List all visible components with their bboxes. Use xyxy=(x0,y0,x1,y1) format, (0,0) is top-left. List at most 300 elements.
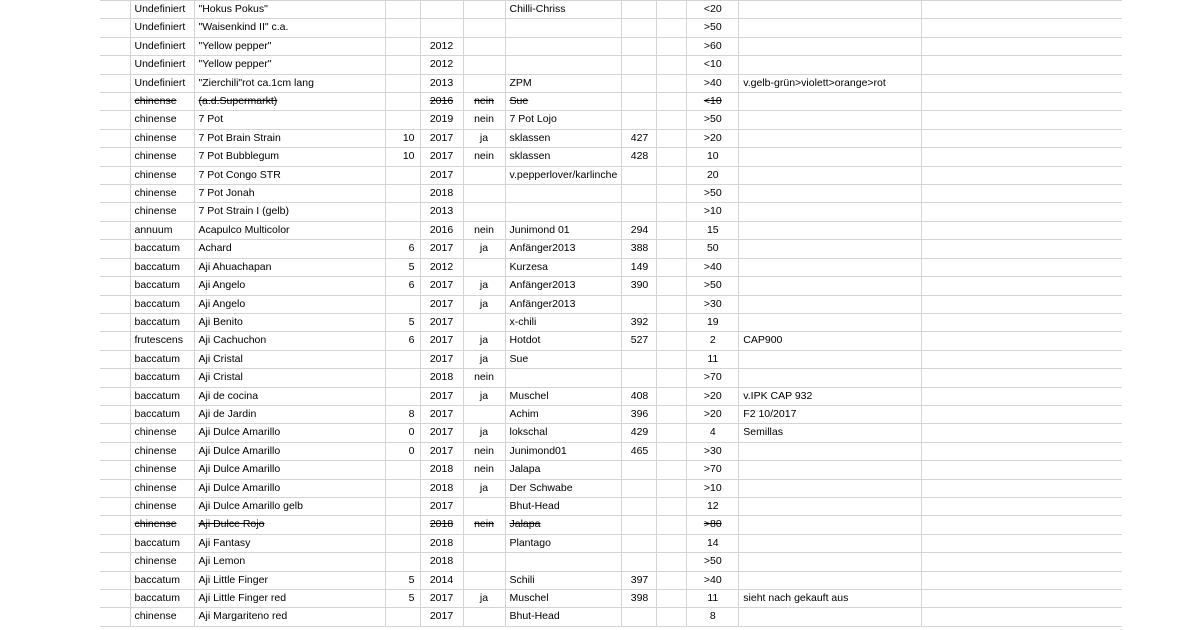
cell-number[interactable]: 465 xyxy=(622,442,657,460)
cell-height[interactable]: <10 xyxy=(687,93,739,111)
cell-year[interactable]: 2017 xyxy=(420,313,463,331)
cell-species[interactable]: Undefiniert xyxy=(130,74,194,92)
cell-name[interactable]: 7 Pot Strain I (gelb) xyxy=(194,203,385,221)
cell-count[interactable]: 5 xyxy=(385,590,420,608)
cell-note[interactable] xyxy=(739,129,922,147)
cell-source[interactable]: Bhut-Head xyxy=(505,608,622,626)
cell-source[interactable]: Anfänger2013 xyxy=(505,295,622,313)
cell-source[interactable]: Plantago xyxy=(505,534,622,552)
cell-name[interactable]: Aji Lemon xyxy=(194,553,385,571)
cell-note[interactable] xyxy=(739,497,922,515)
cell-empty[interactable] xyxy=(657,516,687,534)
cell-note[interactable]: sieht nach gekauft aus xyxy=(739,590,922,608)
cell-note[interactable] xyxy=(739,93,922,111)
cell-note[interactable] xyxy=(739,166,922,184)
cell-year[interactable]: 2017 xyxy=(420,332,463,350)
cell-species[interactable]: chinense xyxy=(130,553,194,571)
cell-note[interactable] xyxy=(739,111,922,129)
cell-height[interactable]: 4 xyxy=(687,424,739,442)
cell-germinated[interactable]: ja xyxy=(463,295,505,313)
cell-source[interactable]: Achim xyxy=(505,405,622,423)
cell-note[interactable] xyxy=(739,37,922,55)
cell-species[interactable]: chinense xyxy=(130,442,194,460)
cell-name[interactable]: 7 Pot Brain Strain xyxy=(194,129,385,147)
cell-height[interactable]: >40 xyxy=(687,571,739,589)
cell-count[interactable] xyxy=(385,56,420,74)
cell-height[interactable]: >60 xyxy=(687,37,739,55)
cell-gutter[interactable] xyxy=(100,148,130,166)
cell-source[interactable]: Jalapa xyxy=(505,516,622,534)
cell-name[interactable]: Aji Fantasy xyxy=(194,534,385,552)
cell-source[interactable]: Der Schwabe xyxy=(505,479,622,497)
cell-gutter[interactable] xyxy=(100,497,130,515)
cell-gutter[interactable] xyxy=(100,129,130,147)
cell-species[interactable]: baccatum xyxy=(130,369,194,387)
cell-year[interactable]: 2017 xyxy=(420,405,463,423)
cell-source[interactable]: Muschel xyxy=(505,590,622,608)
cell-empty[interactable] xyxy=(922,277,1122,295)
cell-gutter[interactable] xyxy=(100,442,130,460)
cell-year[interactable]: 2018 xyxy=(420,185,463,203)
cell-species[interactable]: chinense xyxy=(130,497,194,515)
cell-year[interactable]: 2012 xyxy=(420,37,463,55)
cell-number[interactable] xyxy=(622,203,657,221)
cell-source[interactable]: Junimond 01 xyxy=(505,221,622,239)
cell-empty[interactable] xyxy=(922,185,1122,203)
cell-species[interactable]: baccatum xyxy=(130,295,194,313)
cell-height[interactable]: >40 xyxy=(687,74,739,92)
cell-source[interactable]: Anfänger2013 xyxy=(505,240,622,258)
cell-gutter[interactable] xyxy=(100,553,130,571)
cell-year[interactable]: 2017 xyxy=(420,148,463,166)
cell-germinated[interactable]: ja xyxy=(463,350,505,368)
cell-name[interactable]: Acapulco Multicolor xyxy=(194,221,385,239)
cell-number[interactable]: 397 xyxy=(622,571,657,589)
cell-germinated[interactable]: ja xyxy=(463,240,505,258)
cell-species[interactable]: baccatum xyxy=(130,258,194,276)
cell-gutter[interactable] xyxy=(100,479,130,497)
cell-count[interactable] xyxy=(385,608,420,626)
cell-note[interactable] xyxy=(739,479,922,497)
cell-source[interactable] xyxy=(505,37,622,55)
cell-gutter[interactable] xyxy=(100,185,130,203)
cell-height[interactable]: >20 xyxy=(687,405,739,423)
cell-name[interactable]: "Waisenkind II" c.a. xyxy=(194,19,385,37)
cell-empty[interactable] xyxy=(922,534,1122,552)
cell-source[interactable]: lokschal xyxy=(505,424,622,442)
cell-gutter[interactable] xyxy=(100,608,130,626)
cell-germinated[interactable]: ja xyxy=(463,129,505,147)
cell-gutter[interactable] xyxy=(100,258,130,276)
cell-gutter[interactable] xyxy=(100,332,130,350)
cell-height[interactable]: >10 xyxy=(687,203,739,221)
cell-source[interactable]: Bhut-Head xyxy=(505,497,622,515)
cell-height[interactable]: 10 xyxy=(687,148,739,166)
cell-name[interactable]: Aji Angelo xyxy=(194,295,385,313)
cell-empty[interactable] xyxy=(922,111,1122,129)
cell-empty[interactable] xyxy=(922,590,1122,608)
cell-empty[interactable] xyxy=(657,166,687,184)
cell-gutter[interactable] xyxy=(100,1,130,19)
cell-species[interactable]: chinense xyxy=(130,608,194,626)
cell-year[interactable]: 2014 xyxy=(420,571,463,589)
cell-germinated[interactable] xyxy=(463,497,505,515)
cell-gutter[interactable] xyxy=(100,534,130,552)
cell-note[interactable]: v.IPK CAP 932 xyxy=(739,387,922,405)
cell-empty[interactable] xyxy=(657,277,687,295)
cell-empty[interactable] xyxy=(657,405,687,423)
cell-empty[interactable] xyxy=(657,240,687,258)
cell-source[interactable]: sklassen xyxy=(505,129,622,147)
cell-note[interactable] xyxy=(739,534,922,552)
cell-number[interactable] xyxy=(622,111,657,129)
cell-note[interactable] xyxy=(739,313,922,331)
cell-gutter[interactable] xyxy=(100,369,130,387)
cell-count[interactable] xyxy=(385,203,420,221)
cell-name[interactable]: 7 Pot xyxy=(194,111,385,129)
cell-species[interactable]: frutescens xyxy=(130,332,194,350)
cell-year[interactable]: 2017 xyxy=(420,129,463,147)
cell-empty[interactable] xyxy=(657,129,687,147)
cell-source[interactable]: Sue xyxy=(505,93,622,111)
cell-height[interactable]: 50 xyxy=(687,240,739,258)
cell-empty[interactable] xyxy=(922,166,1122,184)
cell-source[interactable] xyxy=(505,185,622,203)
cell-count[interactable]: 5 xyxy=(385,313,420,331)
cell-name[interactable]: Aji Dulce Rojo xyxy=(194,516,385,534)
cell-source[interactable]: Chilli-Chriss xyxy=(505,1,622,19)
cell-note[interactable] xyxy=(739,461,922,479)
cell-year[interactable]: 2017 xyxy=(420,590,463,608)
cell-empty[interactable] xyxy=(922,350,1122,368)
cell-count[interactable] xyxy=(385,93,420,111)
cell-year[interactable]: 2018 xyxy=(420,369,463,387)
cell-germinated[interactable] xyxy=(463,534,505,552)
cell-germinated[interactable] xyxy=(463,203,505,221)
cell-source[interactable]: sklassen xyxy=(505,148,622,166)
cell-count[interactable] xyxy=(385,19,420,37)
cell-year[interactable]: 2017 xyxy=(420,277,463,295)
cell-name[interactable]: Aji Little Finger red xyxy=(194,590,385,608)
cell-germinated[interactable] xyxy=(463,553,505,571)
cell-count[interactable] xyxy=(385,111,420,129)
cell-empty[interactable] xyxy=(657,442,687,460)
cell-count[interactable] xyxy=(385,461,420,479)
cell-name[interactable]: 7 Pot Jonah xyxy=(194,185,385,203)
cell-number[interactable]: 396 xyxy=(622,405,657,423)
cell-height[interactable]: >50 xyxy=(687,553,739,571)
cell-count[interactable]: 6 xyxy=(385,332,420,350)
cell-species[interactable]: baccatum xyxy=(130,240,194,258)
cell-note[interactable] xyxy=(739,19,922,37)
cell-height[interactable]: >50 xyxy=(687,19,739,37)
cell-empty[interactable] xyxy=(922,258,1122,276)
cell-empty[interactable] xyxy=(657,148,687,166)
cell-empty[interactable] xyxy=(922,369,1122,387)
cell-empty[interactable] xyxy=(657,203,687,221)
cell-height[interactable]: >50 xyxy=(687,185,739,203)
cell-year[interactable]: 2017 xyxy=(420,608,463,626)
cell-empty[interactable] xyxy=(922,461,1122,479)
cell-year[interactable]: 2017 xyxy=(420,240,463,258)
cell-year[interactable]: 2012 xyxy=(420,258,463,276)
cell-height[interactable]: 19 xyxy=(687,313,739,331)
cell-year[interactable]: 2019 xyxy=(420,111,463,129)
cell-species[interactable]: chinense xyxy=(130,479,194,497)
cell-note[interactable] xyxy=(739,277,922,295)
cell-height[interactable]: >70 xyxy=(687,369,739,387)
cell-empty[interactable] xyxy=(922,405,1122,423)
cell-empty[interactable] xyxy=(922,442,1122,460)
cell-number[interactable] xyxy=(622,185,657,203)
cell-germinated[interactable]: ja xyxy=(463,332,505,350)
cell-count[interactable] xyxy=(385,534,420,552)
cell-number[interactable]: 428 xyxy=(622,148,657,166)
cell-year[interactable]: 2016 xyxy=(420,221,463,239)
cell-note[interactable] xyxy=(739,442,922,460)
cell-germinated[interactable]: nein xyxy=(463,461,505,479)
cell-gutter[interactable] xyxy=(100,405,130,423)
cell-germinated[interactable]: nein xyxy=(463,111,505,129)
cell-germinated[interactable]: nein xyxy=(463,516,505,534)
cell-count[interactable] xyxy=(385,37,420,55)
cell-name[interactable]: "Yellow pepper" xyxy=(194,56,385,74)
cell-name[interactable]: Aji Cristal xyxy=(194,350,385,368)
cell-empty[interactable] xyxy=(657,608,687,626)
cell-note[interactable] xyxy=(739,608,922,626)
cell-count[interactable] xyxy=(385,1,420,19)
cell-source[interactable]: Schili xyxy=(505,571,622,589)
cell-year[interactable]: 2012 xyxy=(420,56,463,74)
cell-source[interactable] xyxy=(505,19,622,37)
cell-height[interactable]: >20 xyxy=(687,129,739,147)
cell-height[interactable]: >20 xyxy=(687,387,739,405)
cell-count[interactable] xyxy=(385,350,420,368)
cell-species[interactable]: baccatum xyxy=(130,571,194,589)
cell-empty[interactable] xyxy=(657,350,687,368)
cell-species[interactable]: baccatum xyxy=(130,277,194,295)
cell-empty[interactable] xyxy=(657,258,687,276)
cell-height[interactable]: >70 xyxy=(687,461,739,479)
cell-name[interactable]: Aji de cocina xyxy=(194,387,385,405)
cell-source[interactable]: x-chili xyxy=(505,313,622,331)
cell-note[interactable] xyxy=(739,203,922,221)
cell-gutter[interactable] xyxy=(100,240,130,258)
cell-note[interactable] xyxy=(739,56,922,74)
cell-source[interactable]: ZPM xyxy=(505,74,622,92)
cell-number[interactable] xyxy=(622,74,657,92)
cell-species[interactable]: chinense xyxy=(130,129,194,147)
cell-species[interactable]: baccatum xyxy=(130,350,194,368)
cell-empty[interactable] xyxy=(922,1,1122,19)
cell-year[interactable]: 2017 xyxy=(420,295,463,313)
cell-empty[interactable] xyxy=(922,608,1122,626)
cell-note[interactable] xyxy=(739,516,922,534)
cell-count[interactable] xyxy=(385,369,420,387)
cell-empty[interactable] xyxy=(922,203,1122,221)
cell-empty[interactable] xyxy=(657,295,687,313)
cell-height[interactable]: 11 xyxy=(687,590,739,608)
cell-height[interactable]: >40 xyxy=(687,258,739,276)
cell-year[interactable]: 2017 xyxy=(420,166,463,184)
cell-count[interactable]: 5 xyxy=(385,571,420,589)
cell-gutter[interactable] xyxy=(100,56,130,74)
cell-gutter[interactable] xyxy=(100,590,130,608)
cell-empty[interactable] xyxy=(922,516,1122,534)
cell-gutter[interactable] xyxy=(100,461,130,479)
cell-number[interactable]: 398 xyxy=(622,590,657,608)
cell-empty[interactable] xyxy=(657,424,687,442)
cell-species[interactable]: chinense xyxy=(130,93,194,111)
cell-height[interactable]: <20 xyxy=(687,1,739,19)
cell-empty[interactable] xyxy=(657,56,687,74)
cell-source[interactable] xyxy=(505,369,622,387)
cell-empty[interactable] xyxy=(657,553,687,571)
cell-number[interactable]: 294 xyxy=(622,221,657,239)
cell-note[interactable]: F2 10/2017 xyxy=(739,405,922,423)
cell-empty[interactable] xyxy=(922,553,1122,571)
cell-empty[interactable] xyxy=(657,534,687,552)
cell-note[interactable] xyxy=(739,221,922,239)
cell-count[interactable]: 10 xyxy=(385,148,420,166)
cell-number[interactable] xyxy=(622,93,657,111)
cell-germinated[interactable] xyxy=(463,185,505,203)
cell-number[interactable] xyxy=(622,461,657,479)
cell-empty[interactable] xyxy=(657,37,687,55)
cell-count[interactable]: 0 xyxy=(385,424,420,442)
cell-species[interactable]: chinense xyxy=(130,111,194,129)
cell-height[interactable]: >80 xyxy=(687,516,739,534)
cell-name[interactable]: Aji Ahuachapan xyxy=(194,258,385,276)
cell-number[interactable] xyxy=(622,553,657,571)
cell-year[interactable]: 2018 xyxy=(420,534,463,552)
cell-height[interactable]: >30 xyxy=(687,442,739,460)
cell-note[interactable] xyxy=(739,185,922,203)
cell-gutter[interactable] xyxy=(100,37,130,55)
cell-height[interactable]: >30 xyxy=(687,295,739,313)
cell-empty[interactable] xyxy=(657,313,687,331)
cell-gutter[interactable] xyxy=(100,93,130,111)
cell-count[interactable] xyxy=(385,387,420,405)
cell-gutter[interactable] xyxy=(100,350,130,368)
cell-name[interactable]: Aji Dulce Amarillo xyxy=(194,461,385,479)
cell-germinated[interactable] xyxy=(463,37,505,55)
cell-empty[interactable] xyxy=(657,111,687,129)
cell-empty[interactable] xyxy=(922,74,1122,92)
cell-empty[interactable] xyxy=(657,387,687,405)
cell-species[interactable]: chinense xyxy=(130,185,194,203)
cell-note[interactable]: CAP900 xyxy=(739,332,922,350)
cell-count[interactable] xyxy=(385,553,420,571)
cell-count[interactable]: 6 xyxy=(385,240,420,258)
cell-note[interactable] xyxy=(739,350,922,368)
cell-note[interactable] xyxy=(739,1,922,19)
cell-species[interactable]: baccatum xyxy=(130,534,194,552)
cell-count[interactable] xyxy=(385,516,420,534)
cell-number[interactable]: 388 xyxy=(622,240,657,258)
cell-empty[interactable] xyxy=(657,497,687,515)
cell-source[interactable]: 7 Pot Lojo xyxy=(505,111,622,129)
cell-name[interactable]: Aji Dulce Amarillo xyxy=(194,442,385,460)
cell-count[interactable] xyxy=(385,221,420,239)
cell-number[interactable] xyxy=(622,608,657,626)
cell-number[interactable] xyxy=(622,166,657,184)
cell-name[interactable]: Aji Cachuchon xyxy=(194,332,385,350)
cell-count[interactable] xyxy=(385,185,420,203)
cell-germinated[interactable]: nein xyxy=(463,369,505,387)
cell-height[interactable]: <10 xyxy=(687,56,739,74)
cell-name[interactable]: Aji Benito xyxy=(194,313,385,331)
cell-species[interactable]: baccatum xyxy=(130,387,194,405)
cell-number[interactable] xyxy=(622,369,657,387)
cell-number[interactable] xyxy=(622,534,657,552)
cell-species[interactable]: annuum xyxy=(130,221,194,239)
cell-germinated[interactable]: ja xyxy=(463,424,505,442)
cell-source[interactable]: v.pepperlover/karlinche xyxy=(505,166,622,184)
cell-number[interactable] xyxy=(622,1,657,19)
cell-gutter[interactable] xyxy=(100,277,130,295)
cell-source[interactable] xyxy=(505,203,622,221)
cell-empty[interactable] xyxy=(657,93,687,111)
cell-empty[interactable] xyxy=(922,313,1122,331)
cell-source[interactable]: Jalapa xyxy=(505,461,622,479)
cell-source[interactable]: Sue xyxy=(505,350,622,368)
cell-count[interactable]: 0 xyxy=(385,442,420,460)
cell-count[interactable]: 8 xyxy=(385,405,420,423)
cell-note[interactable] xyxy=(739,571,922,589)
cell-number[interactable] xyxy=(622,350,657,368)
cell-height[interactable]: 2 xyxy=(687,332,739,350)
cell-name[interactable]: Aji Cristal xyxy=(194,369,385,387)
cell-height[interactable]: >10 xyxy=(687,479,739,497)
cell-height[interactable]: >50 xyxy=(687,277,739,295)
cell-name[interactable]: 7 Pot Bubblegum xyxy=(194,148,385,166)
cell-count[interactable] xyxy=(385,166,420,184)
cell-gutter[interactable] xyxy=(100,516,130,534)
cell-gutter[interactable] xyxy=(100,571,130,589)
cell-species[interactable]: Undefiniert xyxy=(130,1,194,19)
cell-count[interactable] xyxy=(385,479,420,497)
cell-number[interactable]: 527 xyxy=(622,332,657,350)
cell-height[interactable]: 20 xyxy=(687,166,739,184)
cell-year[interactable] xyxy=(420,19,463,37)
cell-gutter[interactable] xyxy=(100,19,130,37)
cell-source[interactable]: Junimond01 xyxy=(505,442,622,460)
cell-species[interactable]: chinense xyxy=(130,203,194,221)
cell-species[interactable]: chinense xyxy=(130,166,194,184)
cell-number[interactable]: 149 xyxy=(622,258,657,276)
cell-empty[interactable] xyxy=(922,56,1122,74)
cell-empty[interactable] xyxy=(922,387,1122,405)
cell-height[interactable]: 15 xyxy=(687,221,739,239)
cell-year[interactable]: 2017 xyxy=(420,497,463,515)
cell-year[interactable]: 2017 xyxy=(420,350,463,368)
cell-source[interactable]: Muschel xyxy=(505,387,622,405)
cell-empty[interactable] xyxy=(657,332,687,350)
cell-gutter[interactable] xyxy=(100,111,130,129)
cell-name[interactable]: "Zierchili"rot ca.1cm lang xyxy=(194,74,385,92)
cell-year[interactable]: 2013 xyxy=(420,203,463,221)
cell-name[interactable]: Aji Angelo xyxy=(194,277,385,295)
cell-number[interactable] xyxy=(622,37,657,55)
cell-year[interactable]: 2013 xyxy=(420,74,463,92)
cell-empty[interactable] xyxy=(657,19,687,37)
cell-germinated[interactable] xyxy=(463,258,505,276)
cell-gutter[interactable] xyxy=(100,387,130,405)
cell-germinated[interactable] xyxy=(463,313,505,331)
cell-germinated[interactable]: nein xyxy=(463,148,505,166)
cell-germinated[interactable] xyxy=(463,19,505,37)
